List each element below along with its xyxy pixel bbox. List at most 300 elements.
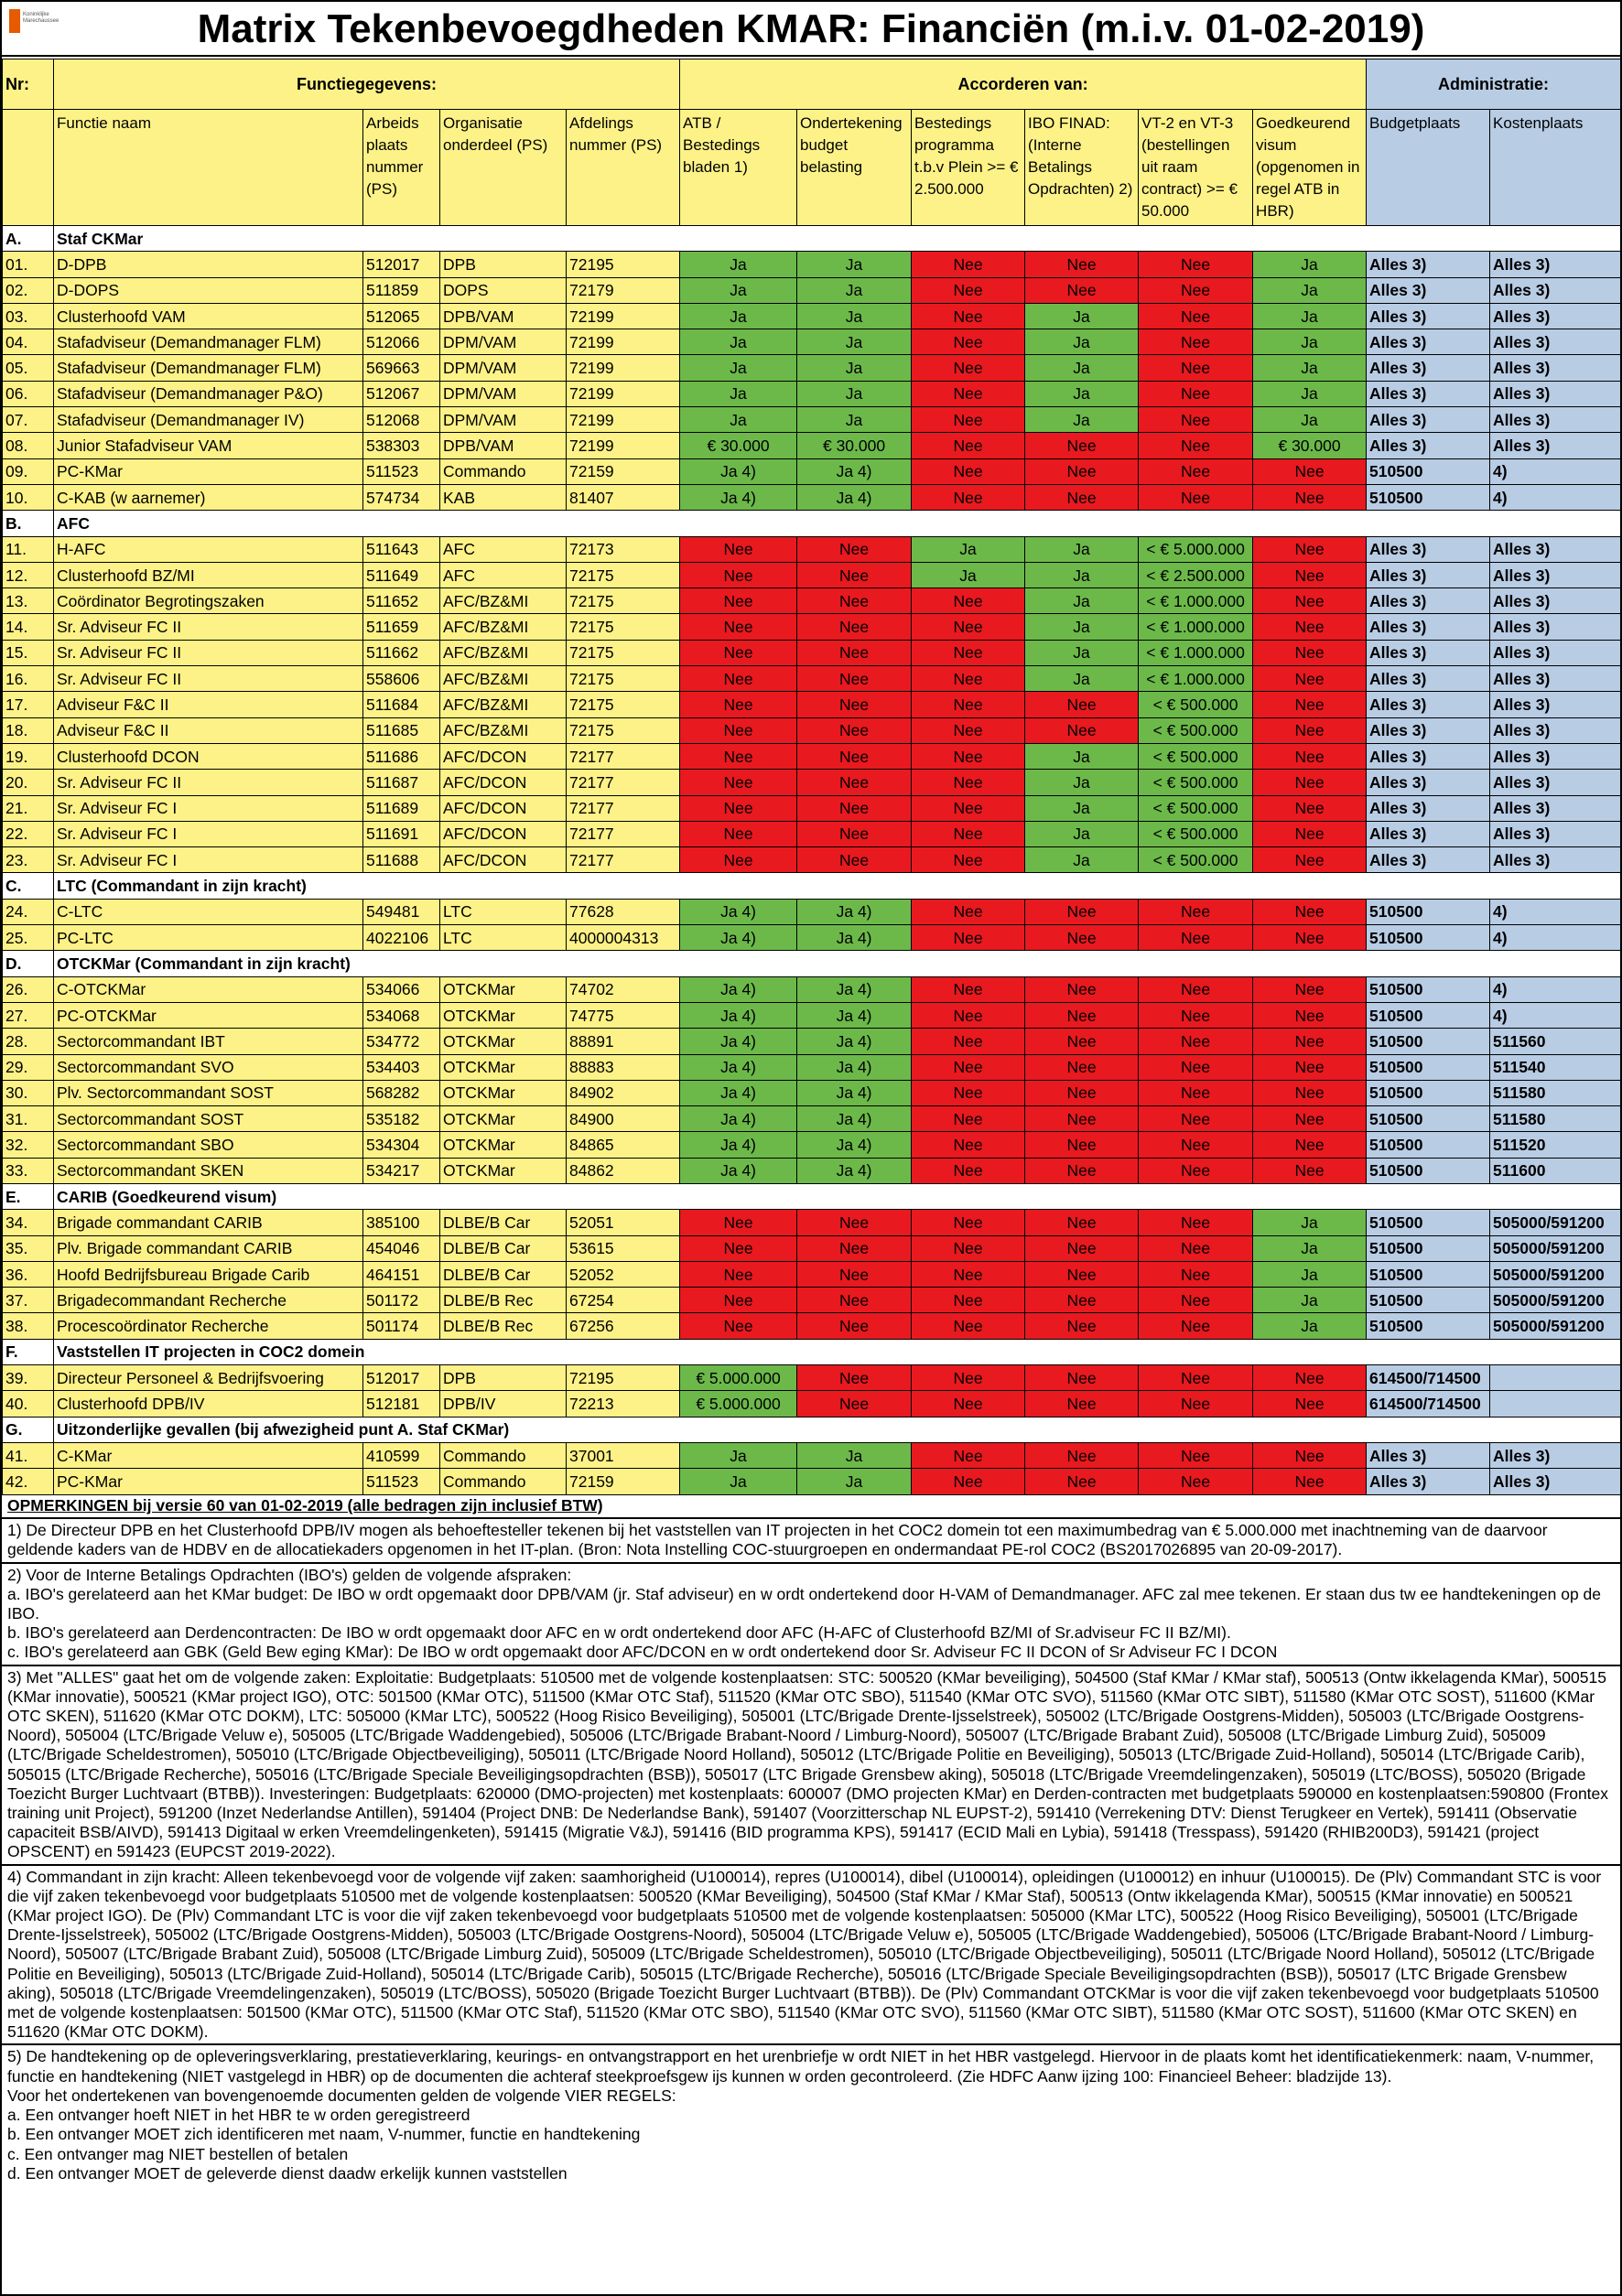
remark-4: [2, 1864, 1620, 2044]
functie-naam-cell: Procescoördinator Recherche: [54, 1313, 363, 1339]
row-number: 28.: [3, 1029, 54, 1054]
title-bar: [2, 2, 1620, 57]
atb-cell: Nee: [680, 847, 797, 873]
ondertekening-cell: Ja 4): [797, 458, 912, 484]
ibo-finad-cell: Ja: [1025, 666, 1139, 692]
vt2-vt3-cell: Nee: [1139, 1391, 1253, 1417]
section-row: [3, 873, 1621, 899]
table-row: [3, 743, 1621, 769]
goedkeurend-visum-cell: Nee: [1253, 821, 1367, 846]
goedkeurend-visum-cell: Nee: [1253, 925, 1367, 951]
kostenplaats-cell: Alles 3): [1490, 847, 1621, 873]
budgetplaats-cell: Alles 3): [1367, 329, 1490, 355]
goedkeurend-visum-cell: Nee: [1253, 692, 1367, 717]
goedkeurend-visum-cell: Nee: [1253, 458, 1367, 484]
bestedingsprogramma-cell: Nee: [912, 277, 1025, 303]
ibo-finad-cell: Nee: [1025, 1210, 1139, 1235]
afdeling-cell: 72175: [567, 562, 680, 587]
ondertekening-cell: Nee: [797, 743, 912, 769]
budgetplaats-cell: Alles 3): [1367, 588, 1490, 614]
row-number: 02.: [3, 277, 54, 303]
arbeidsplaats-cell: 410599: [363, 1442, 440, 1468]
table-row: [3, 303, 1621, 329]
table-row: [3, 1210, 1621, 1235]
row-number: 11.: [3, 536, 54, 562]
afdeling-cell: 67254: [567, 1288, 680, 1313]
ondertekening-cell: Nee: [797, 1365, 912, 1391]
goedkeurend-visum-cell: Nee: [1253, 1132, 1367, 1158]
table-row: [3, 976, 1621, 1002]
remark-1-text: 1) De Directeur DPB en het Clusterhoofd DPB/IV mogen als behoeftesteller tekenen bij het vaststellen van IT projecten in het COC2 domein tot een maximumbedrag van € 5.000.000 met inachtneming van de daarvoor geldende kaders van de HDBV en de allocatiekaders opgenomen in het IT-plan. (Bron: Nota Instelling COC-stuurgroepen en ondermandaat PE-rol COC2 (BS2017026895 van 20-09-2017).: [7, 1521, 1548, 1559]
ibo-finad-cell: Nee: [1025, 1391, 1139, 1417]
arbeidsplaats-cell: 512017: [363, 1365, 440, 1391]
functie-naam-cell: Sectorcommandant SKEN: [54, 1158, 363, 1183]
atb-cell: Ja: [680, 329, 797, 355]
atb-cell: Ja: [680, 252, 797, 277]
kostenplaats-cell: 4): [1490, 484, 1621, 510]
organisatie-cell: DLBE/B Car: [440, 1261, 567, 1287]
bestedingsprogramma-cell: Nee: [912, 614, 1025, 640]
functie-naam-cell: C-OTCKMar: [54, 976, 363, 1002]
ondertekening-cell: Nee: [797, 770, 912, 795]
organisatie-cell: OTCKMar: [440, 1158, 567, 1183]
arbeidsplaats-cell: 511523: [363, 1469, 440, 1494]
ibo-finad-cell: Ja: [1025, 355, 1139, 381]
functie-naam-cell: D-DPB: [54, 252, 363, 277]
arbeidsplaats-cell: 574734: [363, 484, 440, 510]
ondertekening-cell: Ja: [797, 1469, 912, 1494]
ondertekening-cell: Nee: [797, 821, 912, 846]
arbeidsplaats-cell: 568282: [363, 1080, 440, 1105]
ibo-finad-cell: Nee: [1025, 277, 1139, 303]
vt2-vt3-cell: Nee: [1139, 1002, 1253, 1028]
col-header-kostenplaats: Kostenplaats: [1490, 110, 1621, 226]
organisatie-cell: Commando: [440, 458, 567, 484]
organisatie-cell: DPB/VAM: [440, 433, 567, 458]
arbeidsplaats-cell: 558606: [363, 666, 440, 692]
col-header-ibo-finad: IBO FINAD: (Interne Betalings Opdrachten) 2): [1025, 110, 1139, 226]
ibo-finad-cell: Ja: [1025, 303, 1139, 329]
atb-cell: Nee: [680, 1288, 797, 1313]
organisatie-cell: AFC/DCON: [440, 743, 567, 769]
row-number: 29.: [3, 1054, 54, 1080]
kostenplaats-cell: Alles 3): [1490, 692, 1621, 717]
ondertekening-cell: Nee: [797, 666, 912, 692]
functie-naam-cell: Plv. Sectorcommandant SOST: [54, 1080, 363, 1105]
budgetplaats-cell: 510500: [1367, 1261, 1490, 1287]
ondertekening-cell: Ja 4): [797, 1054, 912, 1080]
arbeidsplaats-cell: 464151: [363, 1261, 440, 1287]
bestedingsprogramma-cell: Nee: [912, 458, 1025, 484]
vt2-vt3-cell: Nee: [1139, 1054, 1253, 1080]
organisatie-cell: OTCKMar: [440, 1106, 567, 1132]
ondertekening-cell: Ja: [797, 303, 912, 329]
vt2-vt3-cell: < € 1.000.000: [1139, 588, 1253, 614]
remarks-section: [2, 1494, 1620, 2185]
organisatie-cell: LTC: [440, 899, 567, 924]
bestedingsprogramma-cell: Nee: [912, 1391, 1025, 1417]
bestedingsprogramma-cell: Nee: [912, 795, 1025, 821]
organisatie-cell: AFC/BZ&MI: [440, 692, 567, 717]
afdeling-cell: 72159: [567, 1469, 680, 1494]
budgetplaats-cell: Alles 3): [1367, 381, 1490, 406]
section-row: [3, 1183, 1621, 1209]
kostenplaats-cell: 4): [1490, 1002, 1621, 1028]
table-row: [3, 1158, 1621, 1183]
remarks-heading: OPMERKINGEN bij versie 60 van 01-02-2019 (alle bedragen zijn inclusief BTW): [7, 1496, 603, 1514]
row-number: 15.: [3, 640, 54, 665]
budgetplaats-cell: 510500: [1367, 925, 1490, 951]
table-row: [3, 1365, 1621, 1391]
vt2-vt3-cell: Nee: [1139, 1080, 1253, 1105]
atb-cell: Nee: [680, 1235, 797, 1261]
goedkeurend-visum-cell: Nee: [1253, 666, 1367, 692]
arbeidsplaats-cell: 385100: [363, 1210, 440, 1235]
vt2-vt3-cell: Nee: [1139, 1235, 1253, 1261]
vt2-vt3-cell: Nee: [1139, 1106, 1253, 1132]
bestedingsprogramma-cell: Nee: [912, 640, 1025, 665]
arbeidsplaats-cell: 512017: [363, 252, 440, 277]
remark-5: [2, 2043, 1620, 2184]
kostenplaats-cell: 505000/591200: [1490, 1288, 1621, 1313]
section-title: AFC: [54, 511, 1621, 536]
table-row: [3, 770, 1621, 795]
section-letter: G.: [3, 1417, 54, 1442]
functie-naam-cell: Clusterhoofd DPB/IV: [54, 1391, 363, 1417]
budgetplaats-cell: 510500: [1367, 458, 1490, 484]
afdeling-cell: 72177: [567, 743, 680, 769]
kostenplaats-cell: Alles 3): [1490, 588, 1621, 614]
remark-2-line: c. IBO's gerelateerd aan GBK (Geld Bew eging KMar): De IBO w ordt opgemaakt door AFC/DCON en w ordt ondertekend door Sr. Adviseur FC II DCON of Sr Adviseur FC I DCON: [7, 1643, 1278, 1662]
functie-naam-cell: Clusterhoofd VAM: [54, 303, 363, 329]
atb-cell: € 5.000.000: [680, 1365, 797, 1391]
ibo-finad-cell: Ja: [1025, 588, 1139, 614]
col-header-atb: ATB / Bestedings bladen 1): [680, 110, 797, 226]
goedkeurend-visum-cell: Nee: [1253, 1054, 1367, 1080]
atb-cell: Ja 4): [680, 1158, 797, 1183]
vt2-vt3-cell: < € 1.000.000: [1139, 666, 1253, 692]
vt2-vt3-cell: Nee: [1139, 1210, 1253, 1235]
atb-cell: Nee: [680, 536, 797, 562]
ibo-finad-cell: Nee: [1025, 976, 1139, 1002]
budgetplaats-cell: Alles 3): [1367, 743, 1490, 769]
functie-naam-cell: PC-KMar: [54, 458, 363, 484]
organisatie-cell: AFC/DCON: [440, 770, 567, 795]
ondertekening-cell: Ja 4): [797, 484, 912, 510]
row-number: 38.: [3, 1313, 54, 1339]
goedkeurend-visum-cell: Nee: [1253, 536, 1367, 562]
organisatie-cell: OTCKMar: [440, 976, 567, 1002]
nr-header-blank: [3, 110, 54, 226]
arbeidsplaats-cell: 511689: [363, 795, 440, 821]
organisatie-cell: DLBE/B Rec: [440, 1313, 567, 1339]
table-row: [3, 1029, 1621, 1054]
row-number: 04.: [3, 329, 54, 355]
ondertekening-cell: Ja 4): [797, 1106, 912, 1132]
ondertekening-cell: Nee: [797, 847, 912, 873]
vt2-vt3-cell: Nee: [1139, 252, 1253, 277]
vt2-vt3-cell: Nee: [1139, 458, 1253, 484]
budgetplaats-cell: 614500/714500: [1367, 1365, 1490, 1391]
vt2-vt3-cell: Nee: [1139, 1313, 1253, 1339]
bestedingsprogramma-cell: Nee: [912, 1235, 1025, 1261]
vt2-vt3-cell: Nee: [1139, 329, 1253, 355]
ondertekening-cell: Nee: [797, 1391, 912, 1417]
table-row: [3, 1054, 1621, 1080]
section-letter: B.: [3, 511, 54, 536]
header-row-groups: [3, 59, 1621, 110]
bestedingsprogramma-cell: Nee: [912, 588, 1025, 614]
arbeidsplaats-cell: 4022106: [363, 925, 440, 951]
vt2-vt3-cell: Nee: [1139, 277, 1253, 303]
functie-naam-cell: Sr. Adviseur FC II: [54, 640, 363, 665]
atb-cell: Ja 4): [680, 1029, 797, 1054]
atb-cell: Ja 4): [680, 1132, 797, 1158]
row-number: 24.: [3, 899, 54, 924]
administratie-header: Administratie:: [1367, 59, 1621, 110]
atb-cell: Ja 4): [680, 976, 797, 1002]
afdeling-cell: 81407: [567, 484, 680, 510]
ibo-finad-cell: Ja: [1025, 795, 1139, 821]
budgetplaats-cell: Alles 3): [1367, 277, 1490, 303]
afdeling-cell: 74702: [567, 976, 680, 1002]
section-letter: D.: [3, 951, 54, 976]
organisatie-cell: AFC/DCON: [440, 847, 567, 873]
functie-naam-cell: Sr. Adviseur FC I: [54, 821, 363, 846]
vt2-vt3-cell: < € 2.500.000: [1139, 562, 1253, 587]
ibo-finad-cell: Nee: [1025, 1365, 1139, 1391]
functie-naam-cell: Sectorcommandant SOST: [54, 1106, 363, 1132]
atb-cell: Nee: [680, 743, 797, 769]
budgetplaats-cell: 510500: [1367, 976, 1490, 1002]
row-number: 26.: [3, 976, 54, 1002]
vt2-vt3-cell: Nee: [1139, 355, 1253, 381]
table-row: [3, 562, 1621, 587]
atb-cell: Ja 4): [680, 925, 797, 951]
table-row: [3, 1469, 1621, 1494]
organisatie-cell: AFC/BZ&MI: [440, 614, 567, 640]
row-number: 19.: [3, 743, 54, 769]
arbeidsplaats-cell: 512066: [363, 329, 440, 355]
kostenplaats-cell: Alles 3): [1490, 329, 1621, 355]
goedkeurend-visum-cell: Ja: [1253, 1261, 1367, 1287]
ondertekening-cell: Ja 4): [797, 1132, 912, 1158]
functie-naam-cell: Junior Stafadviseur VAM: [54, 433, 363, 458]
budgetplaats-cell: Alles 3): [1367, 770, 1490, 795]
atb-cell: Ja 4): [680, 899, 797, 924]
budgetplaats-cell: 510500: [1367, 1132, 1490, 1158]
table-row: [3, 692, 1621, 717]
ibo-finad-cell: Ja: [1025, 329, 1139, 355]
kostenplaats-cell: 4): [1490, 925, 1621, 951]
budgetplaats-cell: Alles 3): [1367, 692, 1490, 717]
bestedingsprogramma-cell: Nee: [912, 743, 1025, 769]
ibo-finad-cell: Nee: [1025, 433, 1139, 458]
ibo-finad-cell: Ja: [1025, 847, 1139, 873]
arbeidsplaats-cell: 534304: [363, 1132, 440, 1158]
organisatie-cell: AFC/DCON: [440, 821, 567, 846]
bestedingsprogramma-cell: Nee: [912, 899, 1025, 924]
vt2-vt3-cell: Nee: [1139, 1132, 1253, 1158]
functie-naam-cell: Directeur Personeel & Bedrijfsvoering: [54, 1365, 363, 1391]
row-number: 07.: [3, 407, 54, 433]
ibo-finad-cell: Ja: [1025, 770, 1139, 795]
goedkeurend-visum-cell: Ja: [1253, 407, 1367, 433]
functie-naam-cell: PC-KMar: [54, 1469, 363, 1494]
budgetplaats-cell: Alles 3): [1367, 1469, 1490, 1494]
goedkeurend-visum-cell: Nee: [1253, 484, 1367, 510]
atb-cell: Nee: [680, 821, 797, 846]
budgetplaats-cell: Alles 3): [1367, 614, 1490, 640]
row-number: 08.: [3, 433, 54, 458]
ibo-finad-cell: Nee: [1025, 1106, 1139, 1132]
organisatie-cell: DLBE/B Car: [440, 1210, 567, 1235]
budgetplaats-cell: Alles 3): [1367, 252, 1490, 277]
kostenplaats-cell: Alles 3): [1490, 562, 1621, 587]
goedkeurend-visum-cell: Nee: [1253, 562, 1367, 587]
organisatie-cell: DLBE/B Rec: [440, 1288, 567, 1313]
organisatie-cell: OTCKMar: [440, 1054, 567, 1080]
bestedingsprogramma-cell: Nee: [912, 770, 1025, 795]
afdeling-cell: 72175: [567, 588, 680, 614]
table-row: [3, 1002, 1621, 1028]
ibo-finad-cell: Nee: [1025, 925, 1139, 951]
afdeling-cell: 88891: [567, 1029, 680, 1054]
kostenplaats-cell: Alles 3): [1490, 381, 1621, 406]
budgetplaats-cell: 510500: [1367, 1002, 1490, 1028]
ibo-finad-cell: Nee: [1025, 1132, 1139, 1158]
vt2-vt3-cell: Nee: [1139, 433, 1253, 458]
bestedingsprogramma-cell: Nee: [912, 1132, 1025, 1158]
functie-naam-cell: Stafadviseur (Demandmanager IV): [54, 407, 363, 433]
kostenplaats-cell: Alles 3): [1490, 717, 1621, 743]
arbeidsplaats-cell: 549481: [363, 899, 440, 924]
vt2-vt3-cell: < € 500.000: [1139, 795, 1253, 821]
goedkeurend-visum-cell: Nee: [1253, 1080, 1367, 1105]
kostenplaats-cell: 511560: [1490, 1029, 1621, 1054]
goedkeurend-visum-cell: Nee: [1253, 614, 1367, 640]
arbeidsplaats-cell: 511688: [363, 847, 440, 873]
ondertekening-cell: Nee: [797, 692, 912, 717]
functie-naam-cell: Sr. Adviseur FC I: [54, 795, 363, 821]
afdeling-cell: 52051: [567, 1210, 680, 1235]
vt2-vt3-cell: < € 500.000: [1139, 743, 1253, 769]
functie-naam-cell: Brigadecommandant Recherche: [54, 1288, 363, 1313]
arbeidsplaats-cell: 511652: [363, 588, 440, 614]
remark-2-line: a. IBO's gerelateerd aan het KMar budget: De IBO w ordt opgemaakt door DPB/VAM (jr. Staf adviseur) en w ordt ondertekend door H-VAM of Demandmanager. AFC zal mee tekenen. Er staan dus tw ee handtekeningen op de IBO.: [7, 1584, 1602, 1623]
section-title: CARIB (Goedkeurend visum): [54, 1183, 1621, 1209]
vt2-vt3-cell: Nee: [1139, 1261, 1253, 1287]
section-letter: C.: [3, 873, 54, 899]
atb-cell: Ja: [680, 277, 797, 303]
bestedingsprogramma-cell: Nee: [912, 1002, 1025, 1028]
functie-naam-cell: D-DOPS: [54, 277, 363, 303]
table-row: [3, 795, 1621, 821]
arbeidsplaats-cell: 511662: [363, 640, 440, 665]
row-number: 20.: [3, 770, 54, 795]
afdeling-cell: 72175: [567, 692, 680, 717]
bestedingsprogramma-cell: Nee: [912, 821, 1025, 846]
budgetplaats-cell: 510500: [1367, 1080, 1490, 1105]
kostenplaats-cell: Alles 3): [1490, 795, 1621, 821]
col-header-goedkeurend-visum: Goedkeurend visum (opgenomen in regel ATB in HBR): [1253, 110, 1367, 226]
functie-naam-cell: Sr. Adviseur FC II: [54, 770, 363, 795]
vt2-vt3-cell: Nee: [1139, 407, 1253, 433]
row-number: 06.: [3, 381, 54, 406]
afdeling-cell: 72177: [567, 795, 680, 821]
atb-cell: Nee: [680, 666, 797, 692]
col-header-afdeling: Afdelings nummer (PS): [567, 110, 680, 226]
ondertekening-cell: Nee: [797, 640, 912, 665]
ibo-finad-cell: Ja: [1025, 381, 1139, 406]
ondertekening-cell: Ja: [797, 407, 912, 433]
budgetplaats-cell: Alles 3): [1367, 1442, 1490, 1468]
table-row: [3, 536, 1621, 562]
table-row: [3, 381, 1621, 406]
ibo-finad-cell: Ja: [1025, 536, 1139, 562]
afdeling-cell: 84902: [567, 1080, 680, 1105]
organisatie-cell: AFC: [440, 536, 567, 562]
ibo-finad-cell: Nee: [1025, 484, 1139, 510]
section-row: [3, 1417, 1621, 1442]
ibo-finad-cell: Ja: [1025, 614, 1139, 640]
arbeidsplaats-cell: 511687: [363, 770, 440, 795]
table-row: [3, 717, 1621, 743]
table-row: [3, 355, 1621, 381]
table-row: [3, 1391, 1621, 1417]
functie-naam-cell: C-KAB (w aarnemer): [54, 484, 363, 510]
organisatie-cell: LTC: [440, 925, 567, 951]
atb-cell: Ja 4): [680, 1106, 797, 1132]
bestedingsprogramma-cell: Ja: [912, 536, 1025, 562]
row-number: 39.: [3, 1365, 54, 1391]
ibo-finad-cell: Ja: [1025, 562, 1139, 587]
kostenplaats-cell: [1490, 1391, 1621, 1417]
section-letter: F.: [3, 1339, 54, 1364]
row-number: 09.: [3, 458, 54, 484]
ibo-finad-cell: Nee: [1025, 1261, 1139, 1287]
bestedingsprogramma-cell: Nee: [912, 433, 1025, 458]
section-title: OTCKMar (Commandant in zijn kracht): [54, 951, 1621, 976]
bestedingsprogramma-cell: Nee: [912, 976, 1025, 1002]
bestedingsprogramma-cell: Nee: [912, 666, 1025, 692]
kostenplaats-cell: 4): [1490, 458, 1621, 484]
vt2-vt3-cell: < € 500.000: [1139, 770, 1253, 795]
kostenplaats-cell: Alles 3): [1490, 252, 1621, 277]
arbeidsplaats-cell: 511859: [363, 277, 440, 303]
table-row: [3, 821, 1621, 846]
col-header-ondertekening: Ondertekening budget belasting: [797, 110, 912, 226]
bestedingsprogramma-cell: Nee: [912, 407, 1025, 433]
afdeling-cell: 72159: [567, 458, 680, 484]
afdeling-cell: 74775: [567, 1002, 680, 1028]
afdeling-cell: 72199: [567, 381, 680, 406]
vt2-vt3-cell: Nee: [1139, 1029, 1253, 1054]
afdeling-cell: 72175: [567, 666, 680, 692]
ondertekening-cell: Nee: [797, 1210, 912, 1235]
row-number: 30.: [3, 1080, 54, 1105]
bestedingsprogramma-cell: Nee: [912, 303, 1025, 329]
kostenplaats-cell: Alles 3): [1490, 433, 1621, 458]
kostenplaats-cell: Alles 3): [1490, 821, 1621, 846]
bestedingsprogramma-cell: Nee: [912, 1210, 1025, 1235]
bestedingsprogramma-cell: Nee: [912, 1080, 1025, 1105]
functie-naam-cell: Adviseur F&C II: [54, 717, 363, 743]
table-row: [3, 1313, 1621, 1339]
atb-cell: Ja 4): [680, 1080, 797, 1105]
afdeling-cell: 72199: [567, 329, 680, 355]
bestedingsprogramma-cell: Nee: [912, 1106, 1025, 1132]
